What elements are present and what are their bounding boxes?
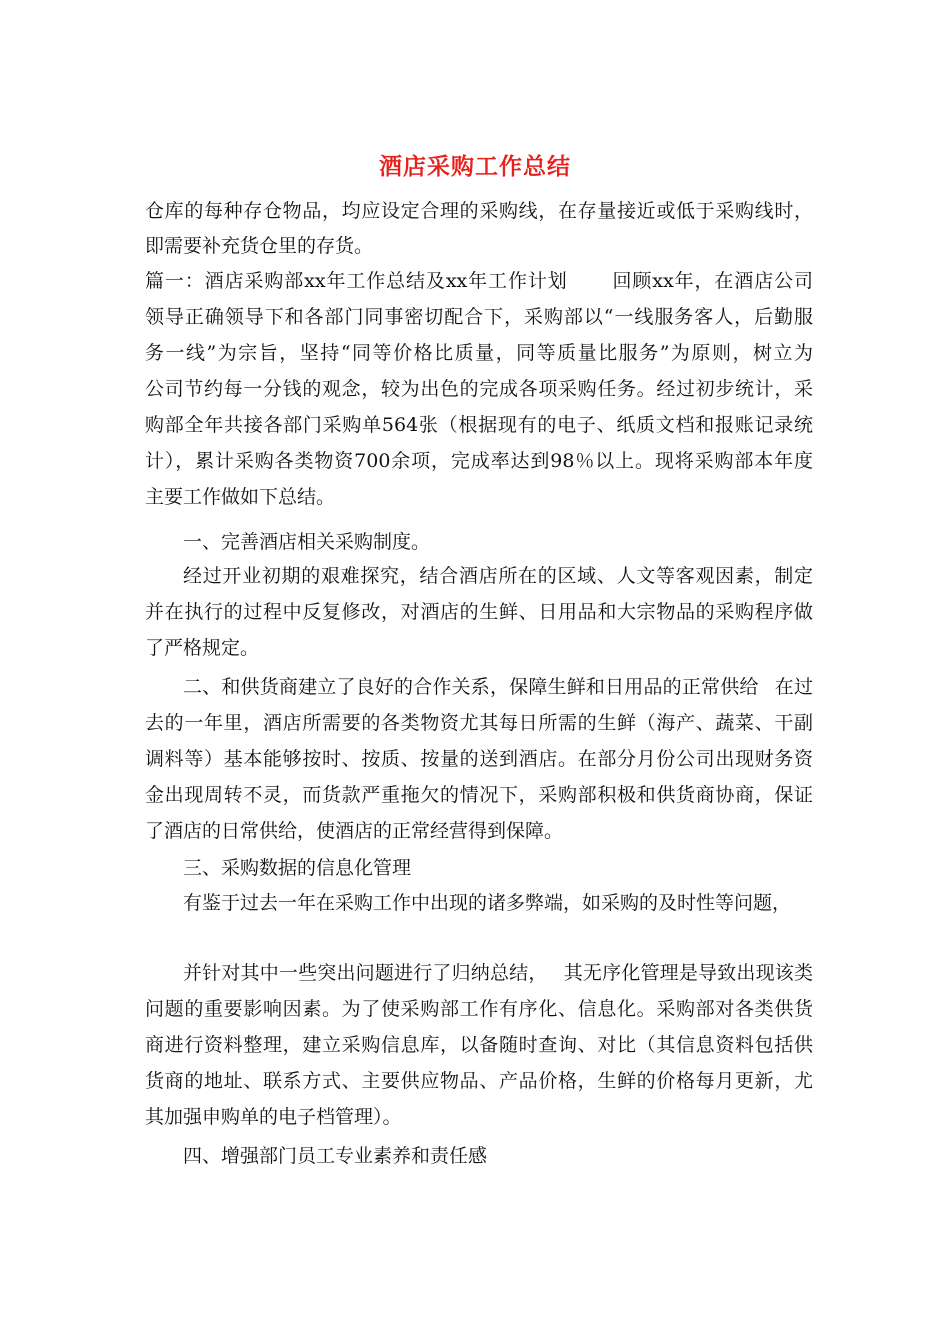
- section-heading: 四、增强部门员工专业素养和责任感: [183, 1145, 488, 1167]
- section-heading: [183, 672, 813, 702]
- text-line: [183, 958, 813, 988]
- text-line: 有鉴于过去一年在采购工作中出现的诸多弊端，如采购的及时性等问题，: [183, 892, 792, 914]
- text-line: 了酒店的日常供给，使酒店的正常经营得到保障。: [145, 820, 564, 842]
- text-line: 经过开业初期的艰难探究，结合酒店所在的区域、人文等客观因素，制定: [183, 565, 813, 587]
- text-line: 主要工作做如下总结。: [145, 486, 336, 508]
- text-line: 了严格规定。: [145, 637, 260, 659]
- article-heading: 篇一：酒店采购部xx年工作总结及xx年工作计划: [145, 270, 568, 292]
- text-run: 其无序化管理是导致出现该类: [563, 962, 813, 984]
- text-run: 二、和供货商建立了良好的合作关系，保障生鲜和日用品的正常供给: [183, 676, 759, 698]
- text-line: 其加强申购单的电子档管理）。: [145, 1106, 402, 1128]
- text-line: 仓库的每种存仓物品，均应设定合理的采购线，在存量接近或低于采购线时，: [145, 200, 813, 222]
- section-heading: 一、完善酒店相关采购制度。: [183, 531, 431, 553]
- text-line: 即需要补充货仓里的存货。: [145, 235, 374, 257]
- text-run: 在过: [774, 676, 813, 698]
- text-line: 货商的地址、联系方式、主要供应物品、产品价格，生鲜的价格每月更新，尤: [145, 1070, 813, 1092]
- document-title: 酒店采购工作总结: [379, 153, 571, 180]
- text-line: 去的一年里，酒店所需要的各类物资尤其每日所需的生鲜（海产、蔬菜、干副: [145, 712, 813, 734]
- text-line: [145, 266, 813, 296]
- text-line: 公司节约每一分钱的观念，较为出色的完成各项采购任务。经过初步统计，采: [145, 378, 813, 400]
- text-line: 购部全年共接各部门采购单564张（根据现有的电子、纸质文档和报账记录统: [145, 414, 813, 436]
- text-run: 并针对其中一些突出问题进行了归纳总结，: [183, 962, 548, 984]
- text-line: 计），累计采购各类物资700余项，完成率达到98％以上。现将采购部本年度: [145, 450, 813, 472]
- text-line: 调料等）基本能够按时、按质、按量的送到酒店。在部分月份公司出现财务资: [145, 748, 813, 770]
- text-line: 并在执行的过程中反复修改，对酒店的生鲜、日用品和大宗物品的采购程序做: [145, 601, 813, 623]
- section-heading: 三、采购数据的信息化管理: [183, 857, 412, 879]
- text-run: 回顾xx年，在酒店公司: [611, 270, 813, 292]
- text-line: 金出现周转不灵，而货款严重拖欠的情况下，采购部积极和供货商协商，保证: [145, 784, 813, 806]
- text-line: 商进行资料整理，建立采购信息库，以备随时查询、对比（其信息资料包括供: [145, 1034, 813, 1056]
- text-line: 问题的重要影响因素。为了使采购部工作有序化、信息化。采购部对各类供货: [145, 998, 813, 1020]
- text-line: 务一线”为宗旨，坚持“同等价格比质量，同等质量比服务”为原则，树立为: [145, 342, 813, 364]
- text-line: 领导正确领导下和各部门同事密切配合下，采购部以“一线服务客人，后勤服: [145, 306, 813, 328]
